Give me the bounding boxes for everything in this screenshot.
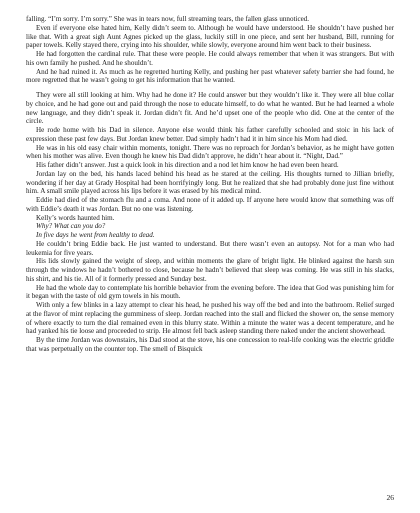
paragraph: Even if everyone else hated him, Kelly didn’t seem to. Although he would have understood. He shouldn’t have pushed her like that. With a great sigh Aunt Agnes picked up the glass, luckily still in one piece, and sent her husband, Bill, running for paper towels. Kelly stayed there, crying into his shoulder, while slowly, everyone around him went back to their business. [26, 23, 394, 50]
paragraph: And he had ruined it. As much as he regretted hurting Kelly, and pushing her past whatever safety barrier she had found, he more regretted that he wasn’t going to get his information that he wanted. [26, 67, 394, 85]
paragraph: His lids slowly gained the weight of sleep, and within moments the glare of bright light. He blinked against the harsh sun through the windows he hadn’t bothered to close, because he hadn’t believed that sleep was coming. He was still in his slacks, his shirt, and his tie. All of it formerly pressed and Sunday best. [26, 257, 394, 283]
paragraph: Why? What can you do? [36, 222, 106, 231]
paragraph: He had forgotten the cardinal rule. That these were people. He could always remember that when it was strangers. But with his own family he pushed. And he shouldn’t. [26, 50, 394, 67]
paragraph: He had the whole day to contemplate his horrible behavior from the evening before. The idea that God was punishing him for it began with the taste of old gym towels in his mouth. [26, 283, 394, 301]
paragraph: Jordan lay on the bed, his hands laced behind his head as he stared at the ceiling. His thoughts turned to Jillian briefly, wondering if her day at Grady Hospital had been horrifyingly long. But he realized that she had probably done just fine without him. A small smile played across his lips before it was erased by his medical mind. [26, 169, 394, 196]
paragraph: Eddie had died of the stomach flu and a coma. And none of it added up. If anyone here would know that something was off with Eddie’s death it was Jordan. But no one was listening. [26, 196, 394, 213]
paragraph: By the time Jordan was downstairs, his Dad stood at the stove, his one concession to real-life cooking was the electric griddle that was perpetually on the counter top. The smell of Bisquick [26, 336, 394, 353]
page-number: 26 [386, 493, 394, 502]
paragraph: They were all still looking at him. Why had he done it? He could answer but they wouldn’t like it. They were all blue collar by choice, and he had gone out and paid through the nose to educate himself, to do what he wanted. But he had learned a whole new language, and they didn’t speak it. Jordan didn’t fit. And he’d upset one of the people who did. One at the center of the circle. [26, 91, 394, 126]
paragraph: falling. “I’m sorry. I’m sorry.” She was in tears now, full streaming tears, the fallen glass unnoticed. [26, 15, 310, 23]
paragraph: He couldn’t bring Eddie back. He just wanted to understand. But there wasn’t even an autopsy. Not for a man who had leukemia for five years. [26, 239, 394, 257]
paragraph: Kelly’s words haunted him. [36, 213, 115, 222]
body-text [26, 15, 394, 354]
paragraph: His father didn’t answer. Just a quick look in his direction and a nod let him know he had even been heard. [36, 161, 339, 169]
paragraph: He was in his old easy chair within moments, tonight. There was no reproach for Jordan’s behavior, as he might have gotten when his mother was alive. Even though he knew his Dad didn’t approve, he didn’t hear about it. “Night, Dad.” [26, 143, 394, 161]
paragraph: He rode home with his Dad in silence. Anyone else would think his father carefully schooled and stoic in his lack of expression these past few days. But Jordan knew better. Dad simply hadn’t had it in him since his Mom had died. [26, 126, 394, 143]
paragraph: In five days he went from healthy to dead. [36, 231, 155, 239]
paragraph: With only a few blinks in a lazy attempt to clear his head, he pushed his way off the bed and into the bathroom. Relief surged at the flavor of mint replacing the gumminess of sleep. Jordan reached into the stall and flicked the shower on, the sense memory of where exactly to turn the dial remained even in this blurry state. Within a minute the water was a decent temperature, and he had yanked his tie loose and proceeded to strip. He almost fell back asleep standing there naked under the ancient showerhead. [26, 301, 394, 336]
